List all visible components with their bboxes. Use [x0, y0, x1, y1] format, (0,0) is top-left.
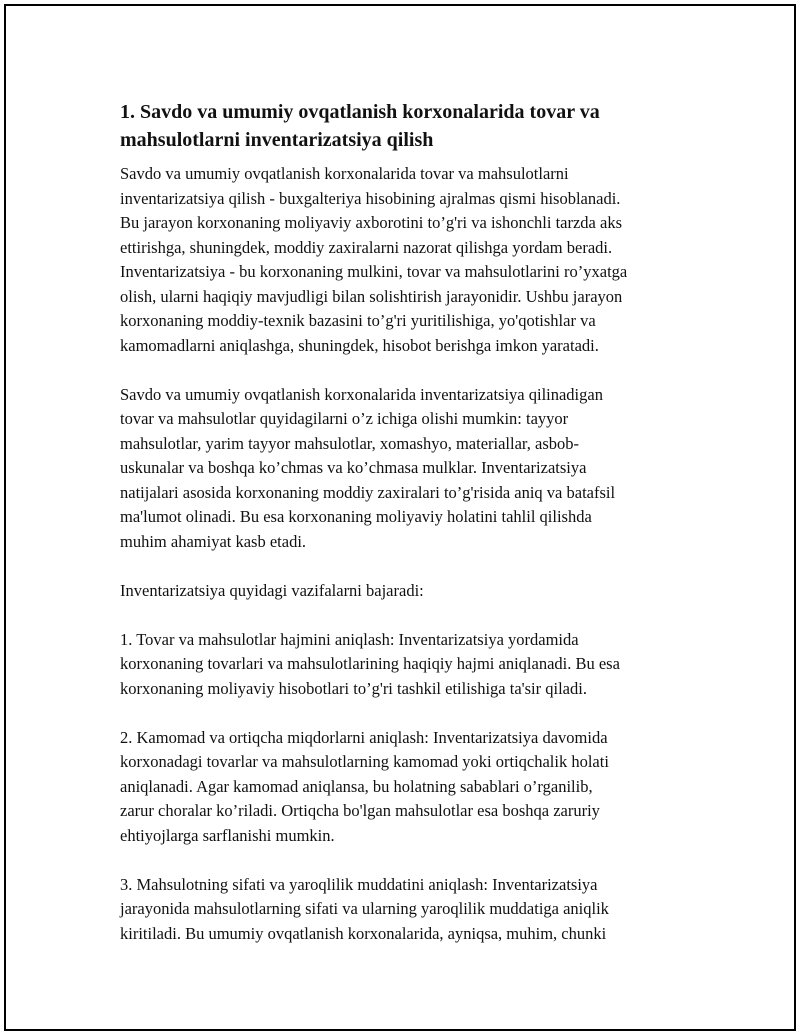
section-title: 1. Savdo va umumiy ovqatlanish korxonalarida tovar va mahsulotlarni inventarizatsiya qilish [120, 101, 600, 151]
paragraph-task-1: 1. Tovar va mahsulotlar hajmini aniqlash: Inventarizatsiya yordamida korxonaning tovarlari va mahsulotlarining haqiqiy hajmi aniqlanadi. Bu esa korxonaning moliyaviy hisobotlari to’g'ri tashkil etilishiga ta'sir qiladi. [120, 629, 620, 698]
paragraph-task-2: 2. Kamomad va ortiqcha miqdorlarni aniqlash: Inventarizatsiya davomida korxonadagi tovarlar va mahsulotlarning kamomad yoki ortiqchalik holati aniqlanadi. Agar kamomad aniqlansa, bu holatning sabablari o’rganilib, zarur choralar ko’riladi. Ortiqcha bo'lgan mahsulotlar esa boshqa zaruriy ehtiyojlarga sarflanishi mumkin. [120, 727, 609, 845]
page-frame [4, 4, 796, 1031]
paragraph-task-3: 3. Mahsulotning sifati va yaroqlilik muddatini aniqlash: Inventarizatsiya jarayonida mahsulotlarning sifati va ularning yaroqlilik muddatiga aniqlik kiritiladi. Bu umumiy ovqatlanish korxonalarida, ayniqsa, muhim, chunki [120, 874, 609, 943]
paragraph-items: Savdo va umumiy ovqatlanish korxonalarida inventarizatsiya qilinadigan tovar va mahsulotlar quyidagilarni o’z ichiga olishi mumkin: tayyor mahsulotlar, yarim tayyor mahsulotlar, xomashyo, materiallar, asbob- uskunalar va boshqa ko’chmas va ko’chmasa mulklar. Inventarizatsiya natijalari asosida korxonaning moddiy zaxiralari to’g'risida aniq va batafsil ma'lumot olinadi. Bu esa korxonaning moliyaviy holatini tahlil qilishda muhim ahamiyat kasb etadi. [120, 384, 616, 551]
paragraph-tasks-heading: Inventarizatsiya quyidagi vazifalarni bajaradi: [120, 580, 424, 600]
paragraph-intro: Savdo va umumiy ovqatlanish korxonalarida tovar va mahsulotlarni inventarizatsiya qilish - buxgalteriya hisobining ajralmas qismi hisoblanadi. Bu jarayon korxonaning moliyaviy axborotini to’g'ri va ishonchli tarzda aks ettirishga, shuningdek, moddiy zaxiralarni nazorat qilishga yordam beradi. Inventarizatsiya - bu korxonaning mulkini, tovar va mahsulotlarini ro’yxatga olish, ularni haqiqiy mavjudligi bilan solishtirish jarayonidir. Ushbu jarayon korxonaning moddiy-texnik bazasini to’g'ri yuritilishiga, yo'qotishlar va kamomadlarni aniqlashga, shuningdek, hisobot berishga imkon yaratadi. [120, 164, 628, 355]
document-body [120, 98, 700, 971]
